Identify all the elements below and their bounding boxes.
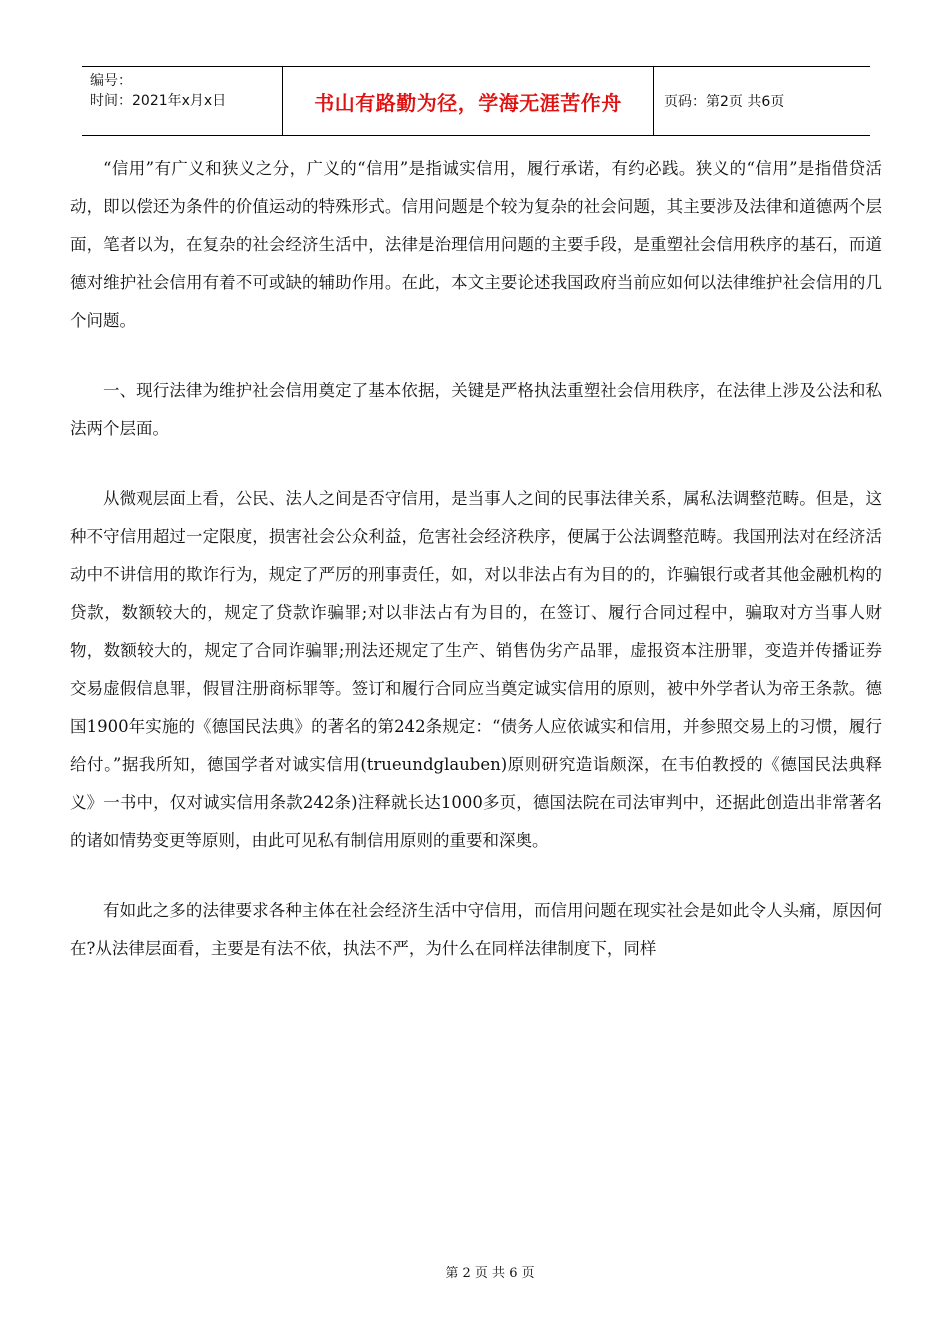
paragraph-4: 有如此之多的法律要求各种主体在社会经济生活中守信用，而信用问题在现实社会是如此令人头痛，原因何在?从法律层面看，主要是有法不依，执法不严，为什么在同样法律制度下，同样	[70, 901, 882, 958]
motto: 书山有路勤为径，学海无涯苦作舟	[282, 67, 654, 135]
paragraph-1: “信用”有广义和狭义之分，广义的“信用”是指诚实信用，履行承诺，有约必践。狭义的“信用”是指借贷活动，即以偿还为条件的价值运动的特殊形式。信用问题是个较为复杂的社会问题，其主要涉及法律和道德两个层面，笔者以为，在复杂的社会经济生活中，法律是治理信用问题的主要手段，是重塑社会信用秩序的基石，而道德对维护社会信用有着不可或缺的辅助作用。在此，本文主要论述我国政府当前应如何以法律维护社会信用的几个问题。	[70, 159, 882, 330]
paragraph-2: 一、现行法律为维护社会信用奠定了基本依据，关键是严格执法重塑社会信用秩序，在法律上涉及公法和私法两个层面。	[70, 381, 882, 438]
header-meta	[82, 67, 282, 135]
number-label: 编号：	[90, 73, 132, 89]
time-label: 时间：2021年x月x日	[90, 93, 227, 109]
document-body	[70, 150, 882, 1000]
page-code: 页码：第2页 共6页	[664, 94, 785, 110]
paragraph-3: 从微观层面上看，公民、法人之间是否守信用，是当事人之间的民事法律关系，属私法调整范畴。但是，这种不守信用超过一定限度，损害社会公众利益，危害社会经济秩序，便属于公法调整范畴。我国刑法对在经济活动中不讲信用的欺诈行为，规定了严厉的刑事责任，如，对以非法占有为目的的，诈骗银行或者其他金融机构的贷款，数额较大的，规定了贷款诈骗罪;对以非法占有为目的，在签订、履行合同过程中，骗取对方当事人财物，数额较大的，规定了合同诈骗罪;刑法还规定了生产、销售伪劣产品罪，虚报资本注册罪，变造并传播证券交易虚假信息罪，假冒注册商标罪等。签订和履行合同应当奠定诚实信用的原则，被中外学者认为帝王条款。德国1900年实施的《德国民法典》的著名的第242条规定：“债务人应依诚实和信用，并参照交易上的习惯，履行给付。”据我所知，德国学者对诚实信用(trueundglauben)原则研究造诣颇深，在韦伯教授的《德国民法典释义》一书中，仅对诚实信用条款242条)注释就长达1000多页，德国法院在司法审判中，还据此创造出非常著名的诸如情势变更等原则，由此可见私有制信用原则的重要和深奥。	[70, 489, 882, 850]
header-table	[82, 66, 870, 136]
page-footer: 第 2 页 共 6 页	[445, 1266, 535, 1281]
